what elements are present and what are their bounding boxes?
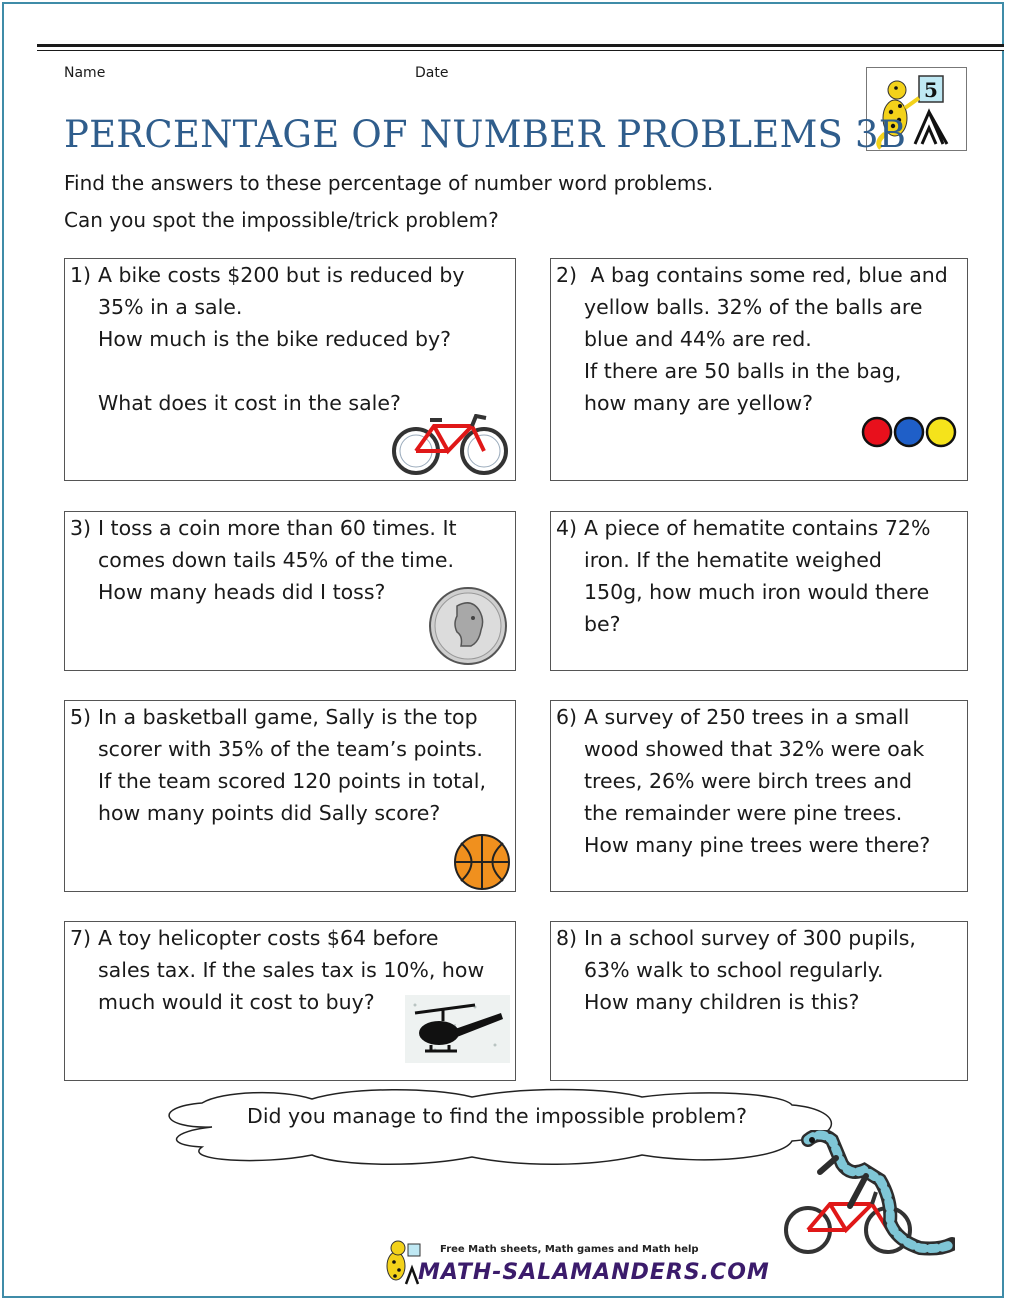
footer-tagline: Free Math sheets, Math games and Math help bbox=[440, 1244, 699, 1255]
name-label: Name bbox=[64, 65, 106, 81]
problem-text: A piece of hematite contains 72% iron. If the hematite weighed 150g, how much iron would there be? bbox=[584, 516, 931, 636]
grade-number: 5 bbox=[924, 78, 938, 102]
page-title: PERCENTAGE OF NUMBER PROBLEMS 3B bbox=[64, 113, 907, 156]
problem-text: In a basketball game, Sally is the top scorer with 35% of the team’s points. If the team scored 120 points in total, how many points did Sally score? bbox=[98, 705, 486, 825]
problem-box-8 bbox=[550, 921, 968, 1081]
footer-salamander-icon bbox=[380, 1240, 422, 1286]
salamander-bicycle-icon bbox=[780, 1130, 955, 1265]
header-rule bbox=[37, 44, 1004, 47]
problem-box-6 bbox=[550, 700, 968, 892]
problem-box-5 bbox=[64, 700, 516, 892]
bicycle-icon bbox=[390, 414, 512, 476]
problem-number: 8) bbox=[556, 926, 578, 950]
problem-box-7 bbox=[64, 921, 516, 1081]
problem-box-2 bbox=[550, 258, 968, 481]
helicopter-icon bbox=[405, 995, 510, 1063]
problem-number: 6) bbox=[556, 705, 578, 729]
problem-box-4 bbox=[550, 511, 968, 671]
problem-text: A survey of 250 trees in a small wood showed that 32% were oak trees, 26% were birch trees and the remainder were pine trees. How many pine trees were there? bbox=[584, 705, 931, 857]
basketball-icon bbox=[453, 833, 511, 891]
intro-line-2: Can you spot the impossible/trick problem? bbox=[64, 208, 499, 232]
problem-box-1 bbox=[64, 258, 516, 481]
cloud-question: Did you manage to find the impossible problem? bbox=[247, 1104, 747, 1128]
problem-number: 4) bbox=[556, 516, 578, 540]
footer-site-name[interactable]: MATH-SALAMANDERS.COM bbox=[418, 1260, 770, 1285]
problem-number: 5) bbox=[70, 705, 92, 729]
problem-text: I toss a coin more than 60 times. It comes down tails 45% of the time. How many heads did I toss? bbox=[98, 516, 457, 604]
problem-box-3 bbox=[64, 511, 516, 671]
problem-text: A bag contains some red, blue and yellow balls. 32% of the balls are blue and 44% are red. If there are 50 balls in the bag, how many are yellow? bbox=[584, 263, 948, 415]
problem-text: A bike costs $200 but is reduced by 35% in a sale. How much is the bike reduced by? What does it cost in the sale? bbox=[98, 263, 465, 415]
date-label: Date bbox=[415, 65, 449, 81]
coin-icon bbox=[427, 586, 509, 666]
problem-number: 3) bbox=[70, 516, 92, 540]
problem-number: 1) bbox=[70, 263, 92, 287]
problem-number: 7) bbox=[70, 926, 92, 950]
intro-line-1: Find the answers to these percentage of number word problems. bbox=[64, 171, 714, 195]
colored-balls-icon bbox=[859, 415, 959, 449]
problem-text: In a school survey of 300 pupils, 63% walk to school regularly. How many children is this? bbox=[584, 926, 916, 1014]
problem-text: A toy helicopter costs $64 before sales tax. If the sales tax is 10%, how much would it cost to buy? bbox=[98, 926, 485, 1014]
problem-number: 2) bbox=[556, 263, 578, 287]
